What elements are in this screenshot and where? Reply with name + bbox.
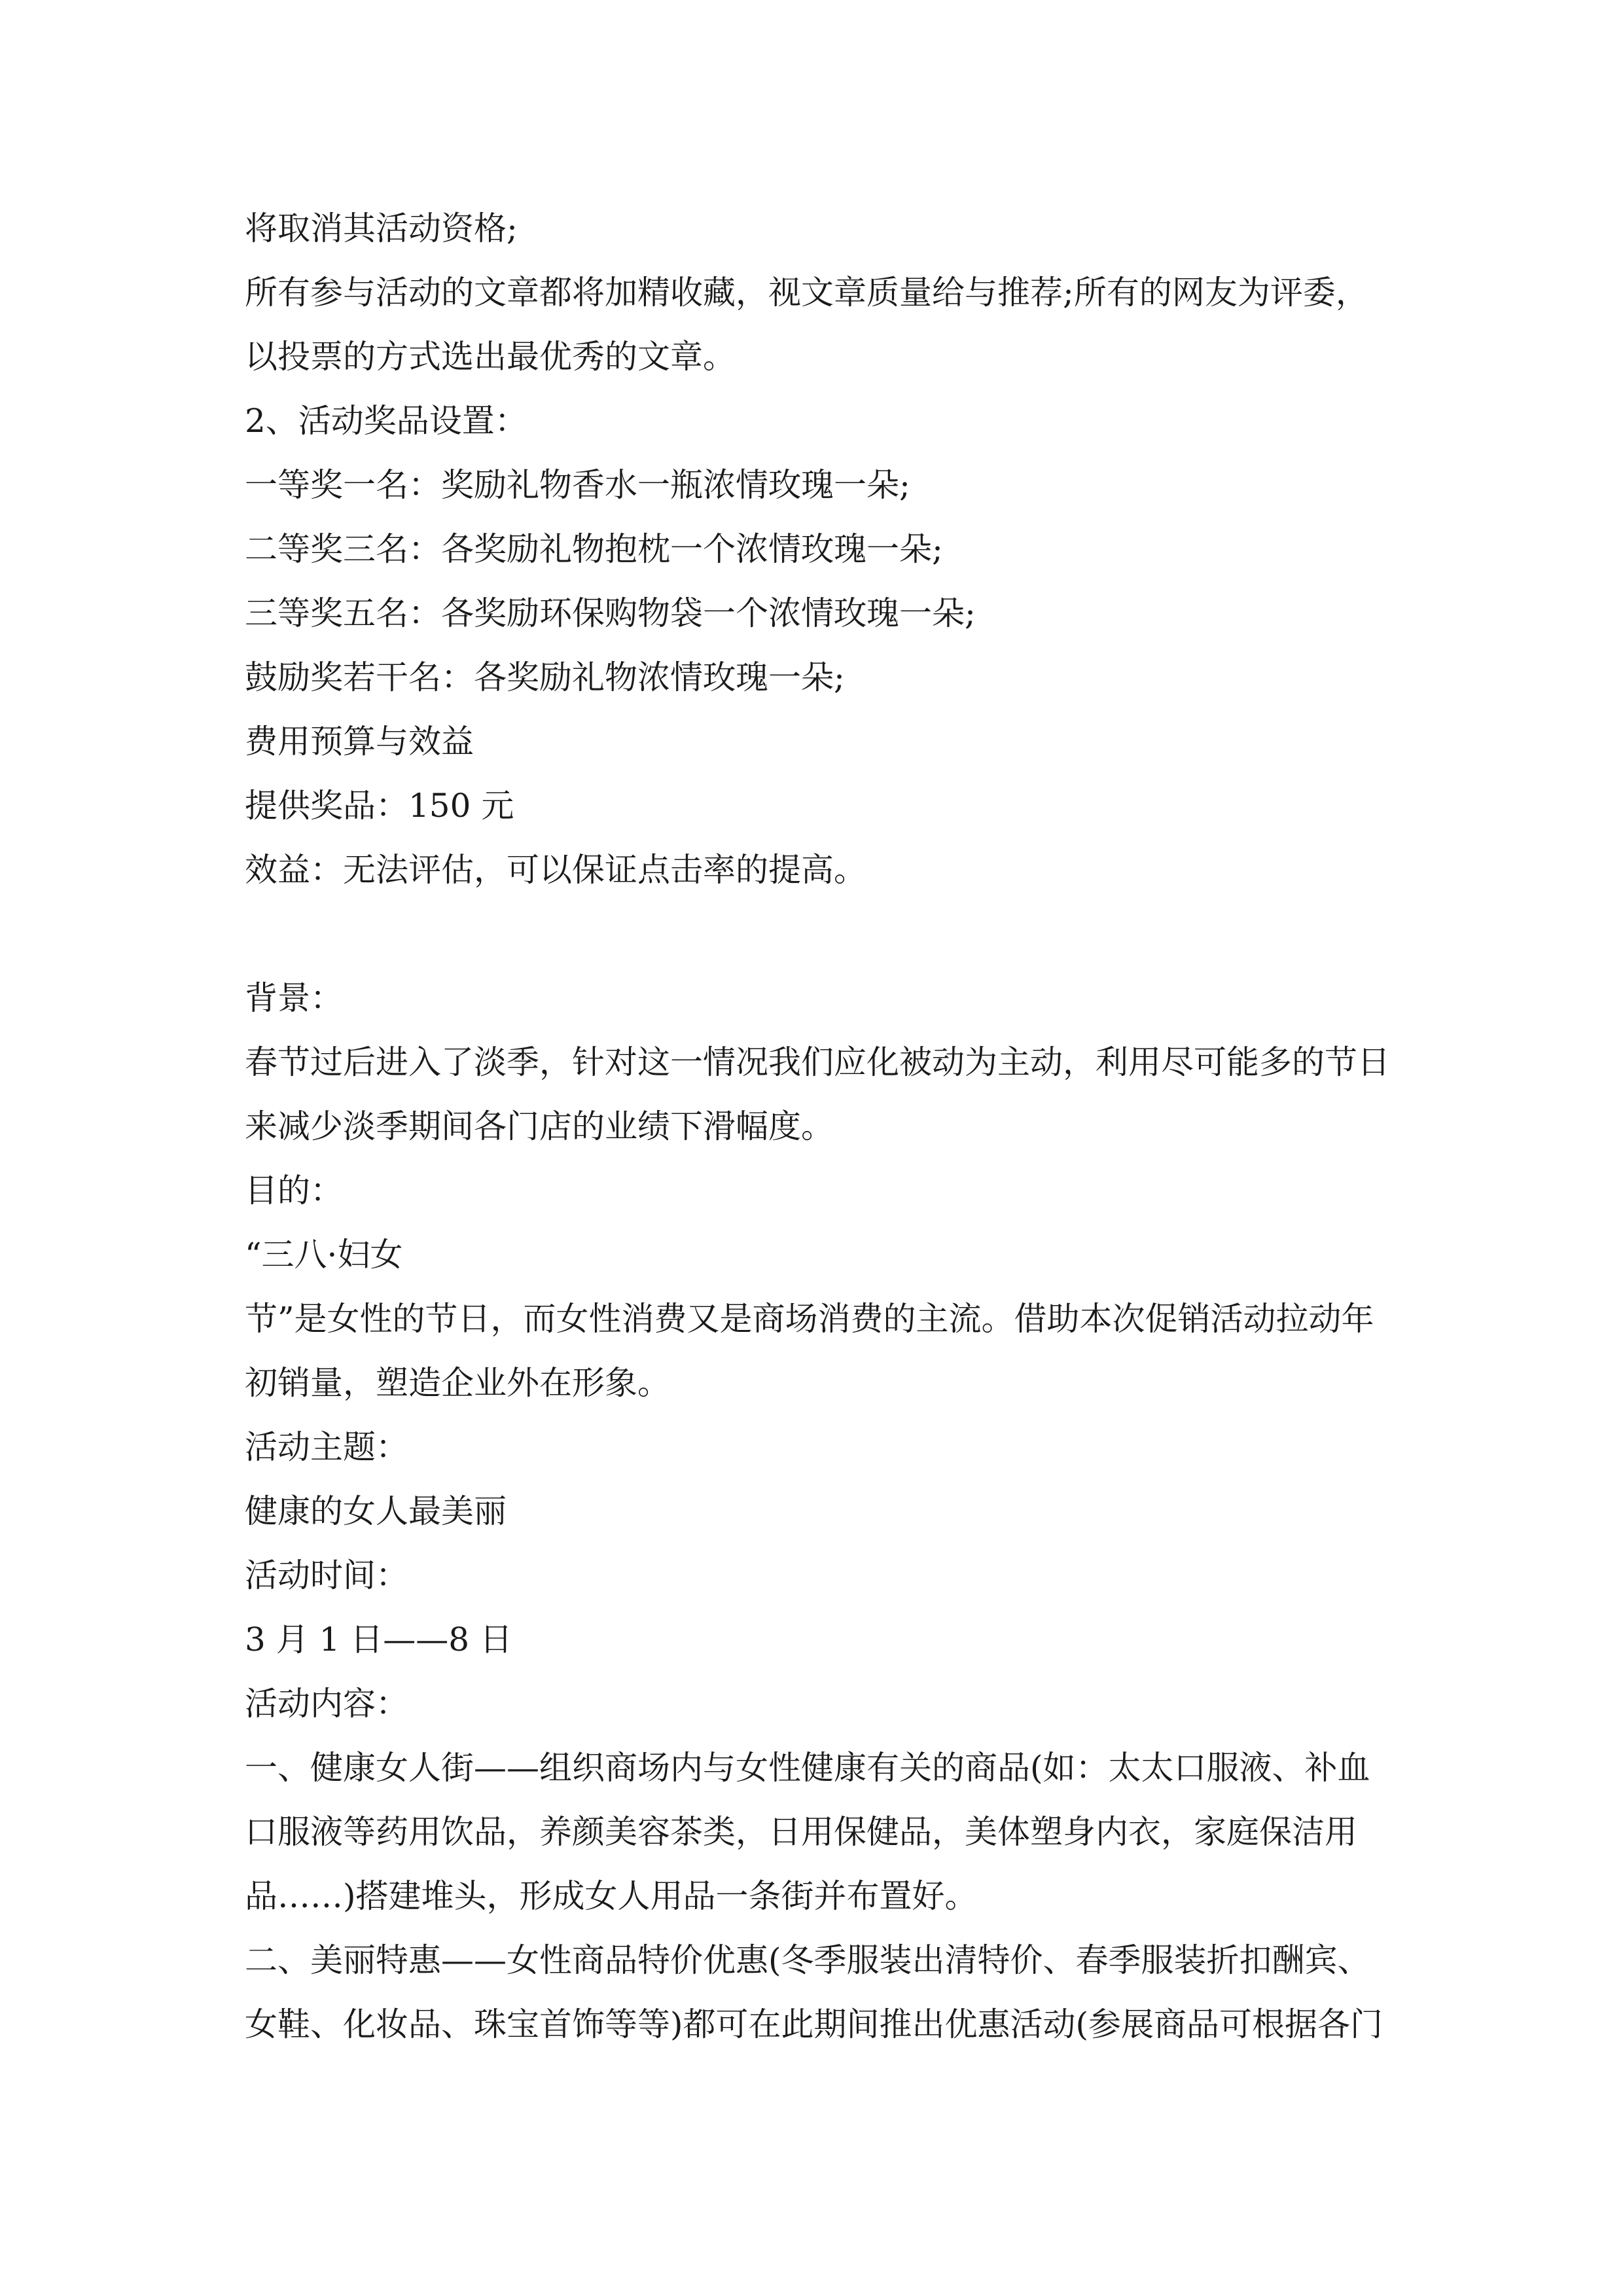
blank-line: [245, 902, 1383, 966]
section-heading: 2、活动奖品设置：: [245, 402, 527, 440]
document-body: [245, 196, 1390, 2056]
text-line: 节”是女性的节日，而女性消费又是商场消费的主流。借助本次促销活动拉动年: [245, 1300, 1374, 1338]
section-heading: 活动内容：: [245, 1685, 408, 1723]
prize-item: 二等奖三名：各奖励礼物抱枕一个浓情玫瑰一朵;: [245, 530, 943, 568]
text-line: 来减少淡季期间各门店的业绩下滑幅度。: [245, 1107, 834, 1145]
section-heading: 目的：: [245, 1172, 343, 1210]
text-line: 健康的女人最美丽: [245, 1492, 507, 1530]
section-heading: 活动时间：: [245, 1556, 408, 1594]
text-line: “三八·妇女: [245, 1236, 403, 1274]
text-line: 3 月 1 日——8 日: [245, 1621, 513, 1659]
text-line: 二、美丽特惠——女性商品特价优惠(冬季服装出清特价、春季服装折扣酬宾、: [245, 1941, 1370, 1979]
text-line: 女鞋、化妆品、珠宝首饰等等)都可在此期间推出优惠活动(参展商品可根据各门: [245, 2005, 1383, 2043]
prize-item: 三等奖五名：各奖励环保购物袋一个浓情玫瑰一朵;: [245, 594, 976, 632]
text-line: 以投票的方式选出最优秀的文章。: [245, 338, 736, 376]
prize-item: 鼓励奖若干名：各奖励礼物浓情玫瑰一朵;: [245, 658, 845, 696]
text-line: 品……)搭建堆头，形成女人用品一条街并布置好。: [245, 1877, 978, 1915]
text-line: 一、健康女人街——组织商场内与女性健康有关的商品(如：太太口服液、补血: [245, 1749, 1370, 1787]
text-line: 所有参与活动的文章都将加精收藏，视文章质量给与推荐;所有的网友为评委，: [245, 274, 1368, 312]
section-heading: 背景：: [245, 979, 343, 1017]
text-line: 初销量，塑造企业外在形象。: [245, 1364, 670, 1402]
section-heading: 费用预算与效益: [245, 723, 474, 761]
section-heading: 活动主题：: [245, 1428, 408, 1466]
text-line: 将取消其活动资格;: [245, 209, 518, 247]
text-line: 提供奖品：150 元: [245, 787, 514, 825]
text-line: 口服液等药用饮品，养颜美容茶类，日用保健品，美体塑身内衣，家庭保洁用: [245, 1813, 1357, 1851]
text-line: 春节过后进入了淡季，针对这一情况我们应化被动为主动，利用尽可能多的节日: [245, 1043, 1390, 1081]
text-line: 效益：无法评估，可以保证点击率的提高。: [245, 851, 866, 889]
prize-item: 一等奖一名：奖励礼物香水一瓶浓情玫瑰一朵;: [245, 466, 910, 504]
